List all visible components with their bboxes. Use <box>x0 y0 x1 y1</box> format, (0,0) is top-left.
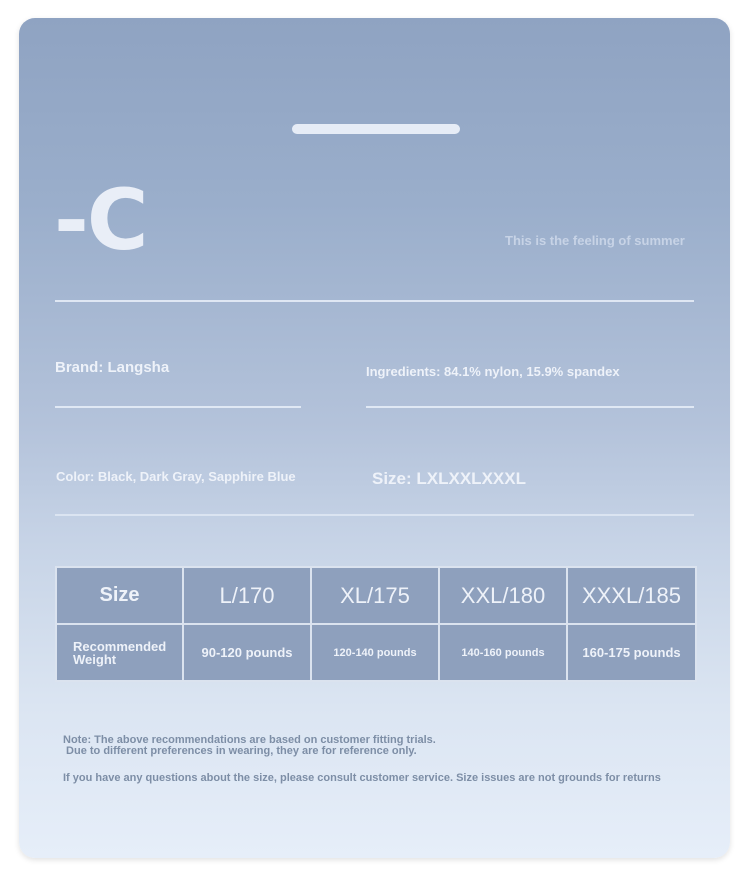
decorative-bar <box>292 124 460 134</box>
weight-header-cell <box>56 624 183 681</box>
weight-cell: 140-160 pounds <box>439 624 567 681</box>
size-cell: XL/175 <box>311 567 439 624</box>
brand-logo: -C <box>54 171 147 269</box>
size-card <box>19 18 730 858</box>
size-cell: L/170 <box>183 567 311 624</box>
size-label: Size: LXLXXLXXXL <box>372 469 526 488</box>
color-label: Color: Black, Dark Gray, Sapphire Blue <box>56 469 296 484</box>
brand-label: Brand: Langsha <box>55 359 170 376</box>
divider-brand <box>55 406 301 408</box>
size-chart-table <box>55 566 697 682</box>
divider-color <box>55 514 694 516</box>
table-row <box>56 567 696 624</box>
table-row <box>56 624 696 681</box>
weight-header-line1: Recommended <box>73 638 167 654</box>
weight-cell: 120-140 pounds <box>311 624 439 681</box>
divider-ingredients <box>366 406 694 408</box>
size-cell: XXL/180 <box>439 567 567 624</box>
weight-cell: 160-175 pounds <box>567 624 696 681</box>
note-line-1: Note: The above recommendations are based on customer fitting trials. <box>63 734 436 746</box>
size-header-cell: Size <box>56 567 183 624</box>
size-cell: XXXL/185 <box>567 567 696 624</box>
divider-top <box>55 300 694 302</box>
tagline: This is the feeling of summer <box>505 233 685 248</box>
weight-cell: 90-120 pounds <box>183 624 311 681</box>
note-line-3: If you have any questions about the size, please consult customer service. Size issues are not grounds for returns <box>63 772 661 784</box>
note-line-2: Due to different preferences in wearing, they are for reference only. <box>63 745 417 757</box>
ingredients-label: Ingredients: 84.1% nylon, 15.9% spandex <box>366 364 620 379</box>
weight-header-line2: Weight <box>73 651 117 667</box>
